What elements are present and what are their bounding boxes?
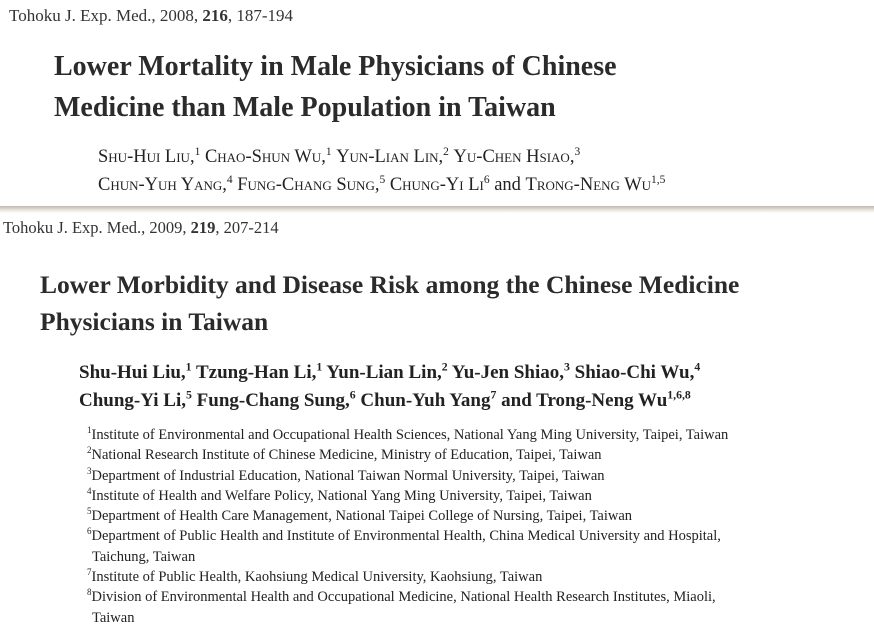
author-name: Yu-Jen Shiao, — [451, 362, 565, 383]
author-name: Shu-Hui Liu, — [79, 362, 186, 383]
affiliation-text-continued: Taiwan — [92, 609, 135, 626]
author-name: Shu-Hui Liu — [98, 147, 190, 167]
paper-title — [54, 46, 617, 128]
author-affiliation-ref: 1,6,8 — [667, 388, 691, 402]
author-line: Shu-Hui Liu,$^1$ Chao-Shun Wu,$^1$ Yun-Lian Lin,$^2$ Yu-Chen Hsiao,$^3$ — [98, 145, 581, 167]
affiliation-text-continued: Taichung, Taiwan — [92, 548, 196, 565]
author-line — [79, 387, 700, 415]
author-affiliation-ref: 5 — [186, 388, 192, 402]
affiliation-text: Department of Health Care Management, National Taipei College of Nursing, Taipei, Taiwan — [91, 508, 633, 525]
author-name: Tzung-Han Li, — [195, 362, 317, 383]
title-line: Lower Morbidity and Disease Risk among the Chinese Medicine — [40, 270, 740, 299]
affiliation-item — [87, 567, 728, 587]
affiliation-text: Institute of Health and Welfare Policy, National Yang Ming University, Taipei, Taiwan — [91, 487, 592, 504]
author-line: Chun-Yuh Yang,$^4$ Fung-Chang Sung,$^5$ Chung-Yi Li$^6$ and Trong-Neng Wu$^{1,5}$ — [98, 173, 666, 195]
author-affiliation-ref: 1 — [194, 145, 201, 158]
affiliation-text: Institute of Environmental and Occupational Health Sciences, National Yang Ming University, Taipei, Taiwan — [91, 427, 729, 443]
author-name: and Trong-Neng Wu — [501, 390, 668, 411]
affiliation-text: Department of Industrial Education, National Taiwan Normal University, Taipei, Taiwan — [91, 467, 605, 484]
author-name: Chun-Yuh Yang — [360, 390, 491, 411]
author-line — [79, 359, 700, 387]
author-name: Fung-Chang Sung, — [196, 390, 350, 411]
author-name: Yu-Chen Hsiao — [453, 147, 570, 167]
affiliation-item — [87, 466, 728, 486]
affiliation-number: 1 — [87, 425, 92, 436]
author-name: Chung-Yi Li — [389, 175, 484, 195]
affiliation-item — [87, 506, 728, 526]
author-affiliation-ref: 2 — [443, 145, 449, 158]
affiliation-item — [87, 526, 728, 567]
author-affiliation-ref: 6 — [349, 388, 356, 402]
paper-title — [40, 266, 739, 340]
author-affiliation-ref: 5 — [379, 173, 386, 186]
author-affiliation-ref: 1 — [316, 360, 323, 374]
affiliation-number: 6 — [87, 526, 92, 537]
author-list — [79, 359, 700, 415]
author-affiliation-ref: 6 — [483, 173, 490, 186]
author-name: Yun-Lian Lin, — [326, 362, 442, 383]
affiliation-text: National Research Institute of Chinese Medicine, Ministry of Education, Taipei, Taiwan — [91, 447, 602, 464]
journal-citation: Tohoku J. Exp. Med., 2008, 216, 187-194 — [9, 6, 294, 25]
author-affiliation-ref: 1 — [325, 145, 332, 158]
author-affiliation-ref: 1,5 — [651, 173, 666, 186]
journal-volume: 216 — [202, 6, 228, 25]
title-line: Lower Mortality in Male Physicians of Chinese — [54, 51, 617, 82]
affiliation-text: Division of Environmental Health and Occupational Medicine, National Health Research Institutes, Miaoli, — [91, 589, 716, 606]
affiliation-item — [87, 445, 728, 465]
author-name: Chao-Shun Wu — [204, 147, 322, 167]
author-name: Chun-Yuh Yang — [98, 175, 223, 195]
author-affiliation-ref: 7 — [490, 388, 497, 402]
affiliation-text: Department of Public Health and Institute of Environmental Health, China Medical University and Hospital, — [91, 528, 721, 545]
affiliation-number: 7 — [87, 567, 92, 578]
affiliation-number: 5 — [87, 506, 92, 517]
author-name: Trong-Neng Wu — [525, 175, 652, 195]
affiliation-text: Institute of Public Health, Kaohsiung Medical University, Kaohsiung, Taiwan — [91, 569, 543, 586]
affiliation-number: 2 — [87, 445, 92, 456]
author-list — [98, 143, 665, 199]
author-name: Chung-Yi Li, — [79, 390, 186, 411]
journal-citation: Tohoku J. Exp. Med., 2009, 219, 207-214 — [3, 218, 279, 237]
affiliation-number: 4 — [87, 486, 92, 497]
affiliation-item — [87, 425, 728, 445]
title-line: Physicians in Taiwan — [40, 307, 269, 336]
journal-volume: 219 — [190, 218, 216, 237]
paper-header-2009 — [0, 212, 874, 636]
paper-header-2008 — [0, 0, 874, 210]
affiliation-item — [87, 587, 728, 628]
author-affiliation-ref: 1 — [185, 360, 192, 374]
author-affiliation-ref: 3 — [574, 145, 581, 158]
author-affiliation-ref: 4 — [694, 360, 701, 374]
author-name: Yun-Lian Lin — [336, 147, 439, 167]
affiliation-number: 3 — [87, 465, 92, 476]
author-affiliation-ref: 4 — [226, 173, 233, 186]
author-affiliation-ref: 2 — [441, 360, 448, 374]
affiliation-item — [87, 486, 728, 506]
author-name: Shiao-Chi Wu, — [574, 362, 695, 383]
title-line: Medicine than Male Population in Taiwan — [54, 92, 556, 123]
affiliation-list — [87, 425, 728, 628]
author-affiliation-ref: 3 — [564, 360, 570, 374]
author-name: Fung-Chang Sung — [237, 175, 375, 195]
affiliation-number: 8 — [87, 587, 92, 598]
